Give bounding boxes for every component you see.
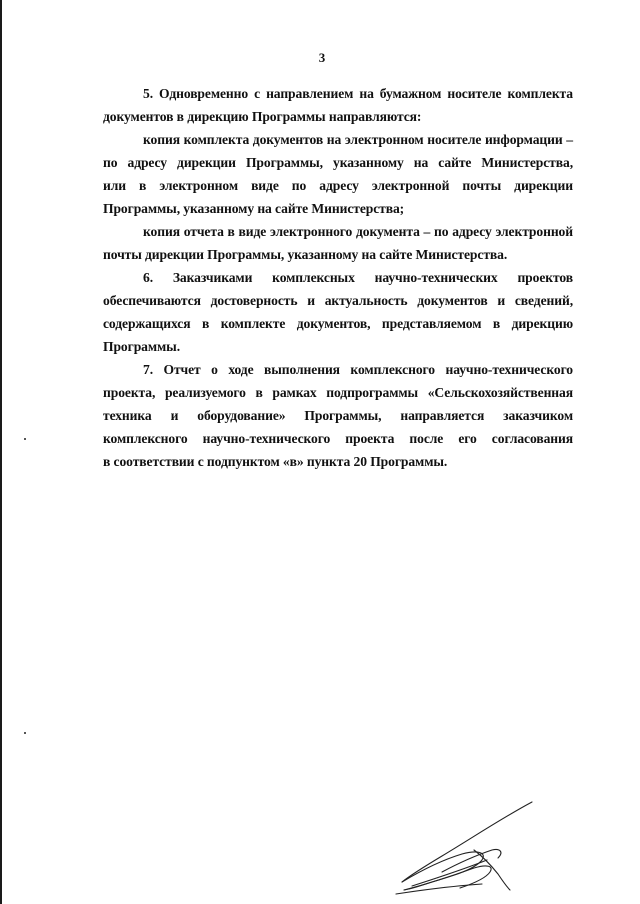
paragraph-5-item-2 xyxy=(103,220,573,266)
handwritten-signature xyxy=(382,790,542,900)
text-line: комплексного научно-технического проекта после его согласования xyxy=(103,431,573,446)
text-line: техника и оборудование» Программы, направляется заказчиком xyxy=(103,408,573,423)
text-line: проекта, реализуемого в рамках подпрограммы «Сельскохозяйственная xyxy=(103,385,573,400)
text-line: обеспечиваются достоверность и актуальность документов и сведений, xyxy=(103,293,573,308)
text-line: содержащихся в комплекте документов, представляемом в дирекцию xyxy=(103,316,573,331)
paragraph-7 xyxy=(103,358,573,473)
text-line: копия отчета в виде электронного документа – по адресу электронной xyxy=(143,224,573,239)
text-line: копия комплекта документов на электронном носителе информации – xyxy=(143,132,573,147)
text-line: 7. Отчет о ходе выполнения комплексного научно-технического xyxy=(143,362,573,377)
text-line: почты дирекции Программы, указанному на сайте Министерства. xyxy=(103,247,508,262)
text-line: или в электронном виде по адресу электронной почты дирекции xyxy=(103,178,573,193)
paragraph-5-item-1 xyxy=(103,128,573,220)
text-line: документов в дирекцию Программы направляются: xyxy=(103,109,422,124)
text-line: Программы. xyxy=(103,339,180,354)
scan-speck xyxy=(24,438,26,440)
page-number: 3 xyxy=(318,50,326,65)
paragraph-5 xyxy=(103,82,573,128)
scan-speck xyxy=(24,732,26,734)
document-body xyxy=(103,82,573,473)
paragraph-6 xyxy=(103,266,573,358)
text-line: 5. Одновременно с направлением на бумажном носителе комплекта xyxy=(143,86,573,101)
text-line: в соответствии с подпунктом «в» пункта 20 Программы. xyxy=(103,454,448,469)
text-line: Программы, указанному на сайте Министерства; xyxy=(103,201,405,216)
text-line: по адресу дирекции Программы, указанному на сайте Министерства, xyxy=(103,155,573,170)
text-line: 6. Заказчиками комплексных научно-технических проектов xyxy=(143,270,573,285)
